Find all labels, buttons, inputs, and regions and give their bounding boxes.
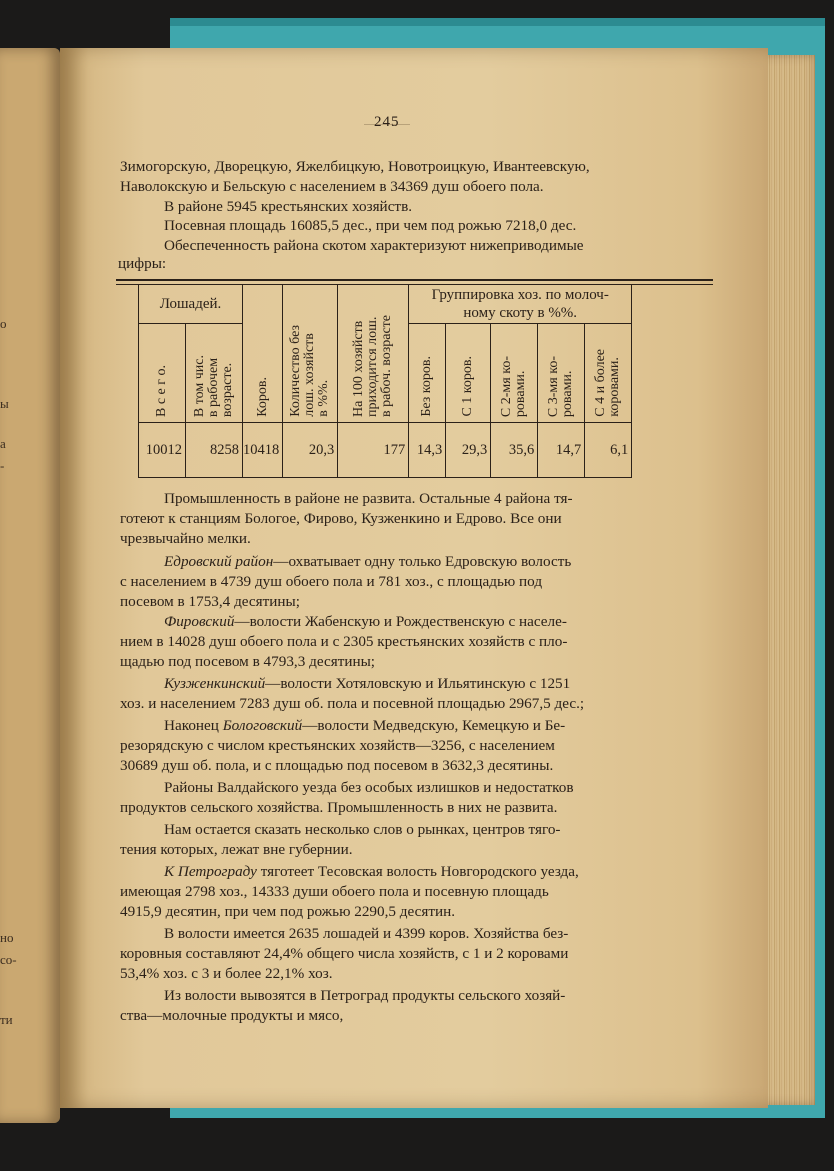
col-no-cows-header: Без коров. xyxy=(409,324,446,423)
intro-line: Наволокскую и Бельскую с населением в 34369 душ обоего пола. xyxy=(120,178,544,195)
horses-header: Лошадей. xyxy=(139,285,243,324)
body-line: Промышленность в районе не развита. Остальные 4 района тя- xyxy=(164,490,573,507)
body-line: Кузженкинский—волости Хотяловскую и Ильятинскую с 1251 xyxy=(164,675,571,692)
body-line: с населением в 4739 душ обоего пола и 781 хоз., с площадью под xyxy=(120,573,543,590)
left-page-fragment: ти xyxy=(0,1012,13,1027)
body-line: тения которых, лежат вне губернии. xyxy=(120,841,353,858)
body-line: готеют к станциям Бологое, Фирово, Кузженкино и Едрово. Все они xyxy=(120,510,562,527)
body-line: 4915,9 десятин, при чем под рожью 2290,5 десятин. xyxy=(120,903,456,920)
table-row xyxy=(139,423,632,478)
body-line: продуктов сельского хозяйства. Промышленность в них не развита. xyxy=(120,799,558,816)
body-line: коровныя составляют 24,4% общего числа хозяйств, с 1 и 2 коровами xyxy=(120,945,569,962)
right-page xyxy=(60,48,768,1108)
left-page-fragment: о xyxy=(0,316,7,331)
body-line: Фировский—волости Жабенскую и Рождественскую с населе- xyxy=(164,613,567,630)
grouping-header: Группировка хоз. по молоч- ному скоту в %%. xyxy=(409,285,632,324)
left-page-fragment: ы xyxy=(0,396,9,411)
body-line: В волости имеется 2635 лошадей и 4399 коров. Хозяйства без- xyxy=(164,925,569,942)
col-2cows-header: С 2-мя ко- ровами. xyxy=(491,324,538,423)
col-per100-header: На 100 хозяйств приходится лош. в рабоч. возрасте xyxy=(338,285,409,423)
body-line: посевом в 1753,4 десятины; xyxy=(120,593,300,610)
body-line: Нам остается сказать несколько слов о рынках, центров тяго- xyxy=(164,821,561,838)
table-cell: 14,7 xyxy=(538,423,585,478)
table-cell: 6,1 xyxy=(585,423,632,478)
col-horseless-header: Количество без лош. хозяйств в %%. xyxy=(283,285,338,423)
left-page-fragment: но xyxy=(0,930,14,945)
district-name-edrovsky: Едровский район xyxy=(164,553,274,570)
body-line: имеющая 2798 хоз., 14333 души обоего пола и посевную площадь xyxy=(120,883,549,900)
table-cell: 10418 xyxy=(243,423,283,478)
intro-line: Зимогорскую, Дворецкую, Яжелбицкую, Новотроицкую, Ивантеевскую, xyxy=(120,158,590,175)
col-3cows-header: С 3-мя ко- ровами. xyxy=(538,324,585,423)
body-line: нием в 14028 душ обоего пола и с 2305 крестьянских хозяйств с пло- xyxy=(120,633,568,650)
body-line: Из волости вывозятся в Петроград продукты сельского хозяй- xyxy=(164,987,566,1004)
table-cell: 29,3 xyxy=(446,423,491,478)
livestock-table xyxy=(138,284,632,478)
intro-line: цифры: xyxy=(118,255,167,272)
left-page-fragment: - xyxy=(0,458,5,473)
intro-line: Посевная площадь 16085,5 дес., при чем под рожью 7218,0 дес. xyxy=(164,217,577,234)
body-line: К Петрограду тяготеет Тесовская волость Новгородского уезда, xyxy=(164,863,579,880)
table-cell: 177 xyxy=(338,423,409,478)
body-line: Наконец Бологовский—волости Медведскую, Кемецкую и Бе- xyxy=(164,717,566,734)
body-line: Едровский район—охватывает одну только Едровскую волость xyxy=(164,553,572,570)
col-cows-header: Коров. xyxy=(243,285,283,423)
body-line: ства—молочные продукты и мясо, xyxy=(120,1007,344,1024)
district-name-kuzhenkinsky: Кузженкинский xyxy=(164,675,266,692)
left-page xyxy=(0,48,60,1123)
page-number: 245 xyxy=(374,114,400,130)
destination-petrograd: К Петрограду xyxy=(164,863,257,880)
intro-line: Обеспеченность района скотом характеризуют нижеприводимые xyxy=(164,237,584,254)
body-line: 53,4% хоз. с 3 и более 22,1% хоз. xyxy=(120,965,333,982)
col-total-header: В с е г о. xyxy=(139,324,186,423)
left-page-fragment: а xyxy=(0,436,6,451)
col-4cows-header: С 4 и более коровами. xyxy=(585,324,632,423)
body-line: Районы Валдайского уезда без особых излишков и недостатков xyxy=(164,779,574,796)
body-line: 30689 душ об. пола, и с площадью под посевом в 3632,3 десятины. xyxy=(120,757,554,774)
table-cell: 35,6 xyxy=(491,423,538,478)
table-cell: 8258 xyxy=(186,423,243,478)
col-1cow-header: С 1 коров. xyxy=(446,324,491,423)
table-cell: 10012 xyxy=(139,423,186,478)
body-line: чрезвычайно мелки. xyxy=(120,530,251,547)
body-line: резорядскую с числом крестьянских хозяйств—3256, с населением xyxy=(120,737,555,754)
col-working-age-header: В том чис. в рабочем возрасте. xyxy=(186,324,243,423)
body-line: щадью под посевом в 4793,3 десятины; xyxy=(120,653,376,670)
district-name-firovsky: Фировский xyxy=(164,613,235,630)
district-name-bologovsky: Бологовский xyxy=(222,717,303,734)
table-top-rule xyxy=(116,279,713,281)
body-line: хоз. и населением 7283 душ об. пола и посевной площадью 2967,5 дес.; xyxy=(120,695,585,712)
table-cell: 20,3 xyxy=(283,423,338,478)
table-cell: 14,3 xyxy=(409,423,446,478)
left-page-fragment: со- xyxy=(0,952,17,967)
intro-line: В районе 5945 крестьянских хозяйств. xyxy=(164,198,413,215)
